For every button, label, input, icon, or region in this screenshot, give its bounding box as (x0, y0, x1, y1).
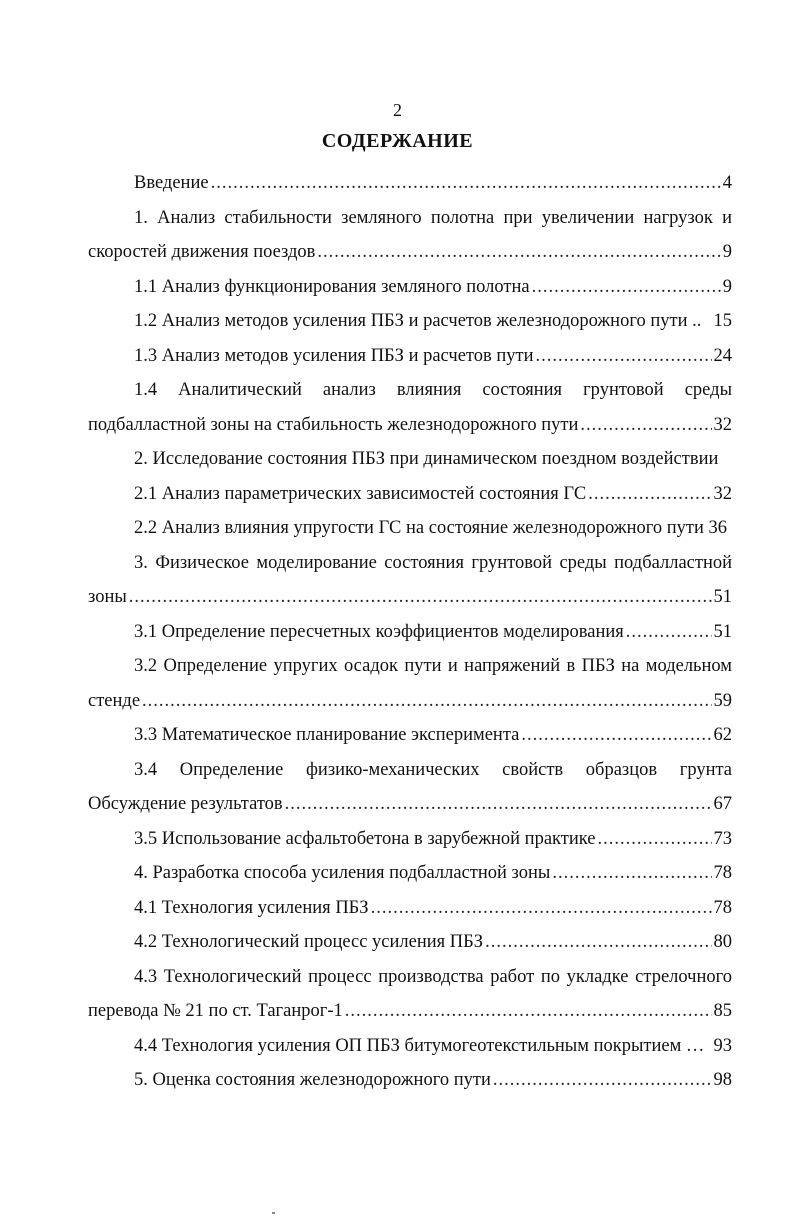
toc-page-number: 15 (713, 311, 732, 331)
toc-entry (88, 615, 732, 650)
toc-label: 1.3 Анализ методов усиления ПБЗ и расчетов пути (134, 345, 534, 366)
dot-leader (536, 339, 712, 374)
toc-label: Введение (134, 173, 209, 193)
toc-entry (88, 891, 732, 926)
toc-page-number: 78 (713, 863, 732, 883)
dot-leader (598, 822, 712, 857)
dot-leader (588, 477, 711, 512)
dot-leader (285, 787, 712, 822)
toc-entry (88, 1029, 732, 1064)
toc-entry (88, 856, 732, 891)
toc-line: 1.4 Аналитический анализ влияния состояния грунтовой среды (134, 380, 732, 400)
toc-line: 2. Исследование состояния ПБЗ при динамическом поездном воздействии (134, 449, 719, 469)
dot-leader (626, 615, 712, 650)
toc-label: скоростей движения поездов (88, 242, 316, 262)
toc-line: 1. Анализ стабильности земляного полотна при увеличении нагрузок и (134, 207, 732, 228)
dot-leader (493, 1063, 712, 1098)
toc-label: стенде (88, 690, 141, 711)
toc-page-number: 73 (713, 828, 732, 849)
toc-line (88, 925, 732, 960)
toc-page-number: 4 (722, 173, 732, 193)
toc-label: 4.1 Технология усиления ПБЗ (134, 897, 369, 918)
toc-line (88, 580, 732, 615)
toc-label: 5. Оценка состояния железнодорожного пути (134, 1070, 491, 1090)
toc-page-number: 98 (713, 1070, 732, 1090)
dot-leader (317, 235, 720, 270)
toc-line (88, 166, 732, 201)
toc-line: 3. Физическое моделирование состояния грунтовой среды подбалластной (134, 552, 732, 573)
toc-label: Обсуждение результатов (88, 794, 283, 814)
toc-page-number: 32 (713, 483, 732, 504)
toc-line (88, 235, 732, 270)
toc-page-number: 24 (713, 345, 732, 366)
dot-leader (521, 718, 711, 753)
toc-line (88, 684, 732, 719)
toc-label: 3.1 Определение пересчетных коэффициентов моделирования (134, 621, 624, 642)
toc-entry (88, 649, 732, 718)
toc-line (88, 994, 732, 1029)
toc-entry (88, 373, 732, 442)
toc-entry (88, 753, 732, 822)
dot-leader (485, 925, 711, 960)
dot-leader (552, 856, 711, 891)
toc-page-number: 51 (713, 587, 732, 607)
toc-page-number: 78 (713, 897, 732, 918)
toc-page-number: 85 (713, 1001, 732, 1021)
toc-label: 4. Разработка способа усиления подбалластной зоны (134, 863, 551, 883)
scan-mark (272, 1212, 275, 1214)
toc-label: 2.1 Анализ параметрических зависимостей состояния ГС (134, 483, 587, 504)
toc-line (88, 1063, 732, 1098)
toc-line (88, 856, 732, 891)
toc-line (88, 1029, 732, 1064)
toc-label: 1.1 Анализ функционирования земляного полотна (134, 276, 530, 297)
toc-label: 3.5 Использование асфальтобетона в зарубежной практике (134, 828, 596, 849)
toc-page-number: 9 (722, 276, 732, 297)
toc-line (88, 270, 732, 305)
table-of-contents (88, 166, 732, 1098)
toc-entry (88, 442, 732, 477)
toc-label: подбалластной зоны на стабильность железнодорожного пути (88, 414, 579, 435)
toc-line (88, 615, 732, 650)
dot-leader (142, 684, 711, 719)
toc-label: 4.4 Технология усиления ОП ПБЗ битумогеотекстильным покрытием … (134, 1035, 705, 1056)
toc-line: 2.2 Анализ влияния упругости ГС на состояние железнодорожного пути 36 (134, 518, 727, 538)
dot-leader (580, 408, 711, 443)
toc-label: 1.2 Анализ методов усиления ПБЗ и расчетов железнодорожного пути .. (134, 311, 702, 331)
toc-entry (88, 1063, 732, 1098)
toc-line (88, 787, 732, 822)
toc-entry (88, 546, 732, 615)
toc-line: 4.3 Технологический процесс производства работ по укладке стрелочного (134, 966, 732, 987)
toc-line (88, 822, 732, 857)
toc-entry (88, 511, 732, 546)
toc-entry (88, 960, 732, 1029)
toc-entry (88, 822, 732, 857)
toc-page-number: 32 (713, 414, 732, 435)
dot-leader (211, 166, 721, 201)
toc-page-number: 67 (713, 794, 732, 814)
page-title: СОДЕРЖАНИЕ (321, 130, 474, 152)
dot-leader (532, 270, 721, 305)
toc-label: зоны (88, 587, 127, 607)
toc-entry (88, 166, 732, 201)
toc-label: 3.3 Математическое планирование эксперимента (134, 725, 520, 745)
dot-leader (129, 580, 712, 615)
toc-page-number: 62 (713, 725, 732, 745)
toc-label: 4.2 Технологический процесс усиления ПБЗ (134, 932, 484, 952)
toc-page-number: 59 (713, 690, 732, 711)
toc-line: 3.2 Определение упругих осадок пути и напряжений в ПБЗ на модельном (134, 656, 732, 676)
toc-entry (88, 201, 732, 270)
toc-line (88, 718, 732, 753)
toc-entry (88, 718, 732, 753)
toc-page-number: 93 (713, 1035, 732, 1056)
dot-leader (371, 891, 712, 926)
toc-page-number: 9 (722, 242, 732, 262)
toc-line (88, 304, 732, 339)
toc-entry (88, 270, 732, 305)
toc-page-number: 80 (713, 932, 732, 952)
toc-line (88, 477, 732, 512)
toc-page-number: 51 (713, 621, 732, 642)
toc-label: перевода № 21 по ст. Таганрог-1 (88, 1001, 343, 1021)
toc-entry (88, 339, 732, 374)
toc-line: 3.4 Определение физико-механических свойств образцов грунта (134, 759, 732, 780)
toc-entry (88, 304, 732, 339)
toc-entry (88, 925, 732, 960)
toc-line (88, 339, 732, 374)
toc-line (88, 408, 732, 443)
toc-line (88, 891, 732, 926)
dot-leader (345, 994, 712, 1029)
page-number: 2 (393, 100, 402, 120)
toc-entry (88, 477, 732, 512)
